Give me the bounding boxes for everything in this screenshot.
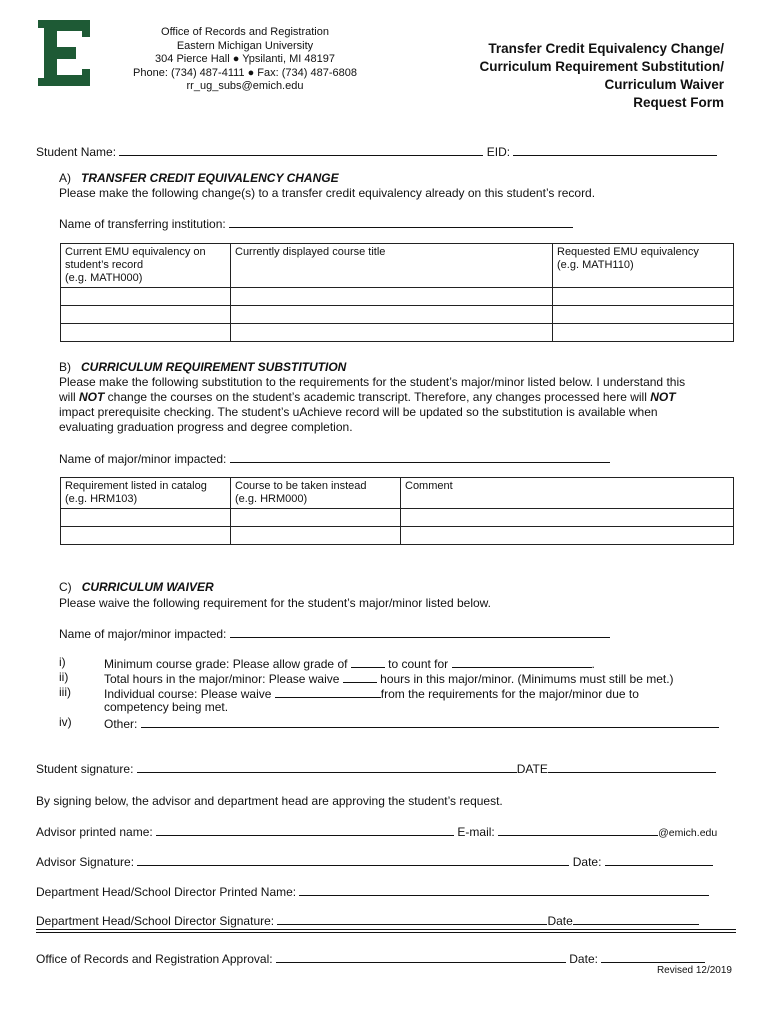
student-name-label: Student Name: <box>36 145 117 159</box>
item-number: iii) <box>59 685 71 699</box>
table-cell[interactable] <box>231 527 401 545</box>
advisor-signature-label: Advisor Signature: <box>36 855 135 869</box>
date-label: Date: <box>569 952 598 966</box>
section-a-instruction: Please make the following change(s) to a transfer credit equivalency already on this student’s record. <box>59 186 596 200</box>
head-name-label: Department Head/School Director Printed Name: <box>36 885 297 899</box>
date-label: Date: <box>572 855 602 869</box>
advisor-name-label: Advisor printed name: <box>36 825 153 839</box>
advisor-email-field[interactable] <box>498 823 658 836</box>
section-a-title: TRANSFER CREDIT EQUIVALENCY CHANGE <box>81 171 339 185</box>
advisor-name-row <box>36 823 717 839</box>
advisor-signature-field[interactable] <box>137 853 569 866</box>
section-a-heading <box>59 171 339 185</box>
table-cell[interactable] <box>61 306 231 324</box>
emu-logo <box>38 20 92 86</box>
student-signature-label: Student signature: <box>36 762 134 776</box>
institution-field[interactable] <box>229 215 573 228</box>
table-cell[interactable] <box>61 509 231 527</box>
table-row <box>61 527 734 545</box>
table-row <box>61 324 734 342</box>
office-line: Eastern Michigan University <box>176 39 314 52</box>
office-line: Phone: (734) 487-4111 ● Fax: (734) 487-6808 <box>133 66 357 79</box>
column-header: Course to be taken instead (e.g. HRM000) <box>231 478 401 509</box>
table-cell[interactable] <box>401 527 734 545</box>
table-cell[interactable] <box>553 288 734 306</box>
office-line: 304 Pierce Hall ● Ypsilanti, MI 48197 <box>155 53 335 65</box>
eid-field[interactable] <box>513 143 717 156</box>
office-approval-row <box>36 950 705 966</box>
email-label: E-mail: <box>457 825 495 839</box>
advisor-signature-row <box>36 853 713 869</box>
item-number: ii) <box>59 670 69 684</box>
course-field[interactable] <box>452 655 592 668</box>
paragraph-line: evaluating graduation progress and degree completion. <box>59 420 353 434</box>
section-c-title: CURRICULUM WAIVER <box>81 580 214 594</box>
section-c-instruction: Please waive the following requirement for the student’s major/minor listed below. <box>59 596 491 610</box>
paragraph-line: will NOT change the courses on the student’s academic transcript. Therefore, any changes processed here will NOT <box>59 390 676 404</box>
major-field[interactable] <box>230 450 610 463</box>
table-cell[interactable] <box>231 509 401 527</box>
form-title <box>479 40 724 112</box>
table-cell[interactable] <box>61 527 231 545</box>
eid-label: EID: <box>486 145 511 159</box>
column-header: Requirement listed in catalog (e.g. HRM103) <box>61 478 231 509</box>
table-cell[interactable] <box>61 288 231 306</box>
office-address-block <box>110 26 380 94</box>
divider <box>36 932 736 933</box>
title-line: Request Form <box>633 95 724 110</box>
waiver-item-hours: Total hours in the major/minor: Please waive hours in this major/minor. (Minimums must still be met.) <box>104 672 674 686</box>
advisor-note: By signing below, the advisor and department head are approving the student’s request. <box>36 794 503 808</box>
date-label: DATE <box>516 762 548 776</box>
waiver-item-other: Other: <box>104 715 719 732</box>
table-header-row <box>61 244 734 288</box>
major-field[interactable] <box>230 625 610 638</box>
column-header: Currently displayed course title <box>231 244 553 288</box>
head-name-field[interactable] <box>299 883 709 896</box>
institution-row <box>59 215 573 231</box>
paragraph-line: Please make the following substitution to the requirements for the student’s major/minor listed below. I understand this <box>59 375 686 389</box>
table-cell[interactable] <box>553 306 734 324</box>
grade-field[interactable] <box>351 655 385 668</box>
advisor-name-field[interactable] <box>156 823 454 836</box>
student-signature-field[interactable] <box>137 760 517 773</box>
major-row-b <box>59 450 610 466</box>
item-number: i) <box>59 655 66 669</box>
office-approval-label: Office of Records and Registration Approval: <box>36 952 273 966</box>
waiver-item-course: Individual course: Please waive from the requirements for the major/minor due to <box>104 687 639 701</box>
hours-field[interactable] <box>343 670 377 683</box>
title-line: Curriculum Requirement Substitution/ <box>479 59 724 74</box>
other-field[interactable] <box>141 715 719 728</box>
head-signature-field[interactable] <box>277 912 547 925</box>
office-email[interactable]: rr_ug_subs@emich.edu <box>186 80 304 92</box>
section-b-letter: B) <box>59 360 71 374</box>
major-label: Name of major/minor impacted: <box>59 452 227 466</box>
section-b-heading <box>59 360 346 374</box>
head-name-row <box>36 883 709 899</box>
section-b-paragraph <box>59 375 721 435</box>
substitution-table <box>60 477 734 545</box>
section-a-letter: A) <box>59 171 71 185</box>
office-line: Office of Records and Registration <box>161 26 329 38</box>
student-name-row <box>36 143 717 159</box>
table-row <box>61 509 734 527</box>
equivalency-table <box>60 243 734 342</box>
course-waive-field[interactable] <box>275 685 381 698</box>
head-date-field[interactable] <box>573 912 699 925</box>
waiver-item-course-cont: competency being met. <box>104 700 229 714</box>
head-signature-label: Department Head/School Director Signature: <box>36 914 275 928</box>
table-cell[interactable] <box>553 324 734 342</box>
table-cell[interactable] <box>231 324 553 342</box>
table-cell[interactable] <box>231 306 553 324</box>
student-name-field[interactable] <box>119 143 483 156</box>
date-label: Date <box>547 914 573 928</box>
major-label: Name of major/minor impacted: <box>59 627 227 641</box>
table-cell[interactable] <box>401 509 734 527</box>
section-c-heading <box>59 580 214 594</box>
paragraph-line: impact prerequisite checking. The student’s uAchieve record will be updated so the substitution is available when <box>59 405 658 419</box>
student-date-field[interactable] <box>548 760 716 773</box>
title-line: Curriculum Waiver <box>604 77 724 92</box>
waiver-item-grade: Minimum course grade: Please allow grade of to count for . <box>104 657 595 671</box>
table-header-row <box>61 478 734 509</box>
email-domain: @emich.edu <box>658 827 718 839</box>
student-signature-row <box>36 760 716 776</box>
item-number: iv) <box>59 715 72 729</box>
office-approval-field[interactable] <box>276 950 566 963</box>
table-cell[interactable] <box>231 288 553 306</box>
major-row-c <box>59 625 610 641</box>
institution-label: Name of transferring institution: <box>59 217 226 231</box>
title-line: Transfer Credit Equivalency Change/ <box>488 41 724 56</box>
divider <box>36 929 736 930</box>
column-header: Current EMU equivalency on student’s record (e.g. MATH000) <box>61 244 231 288</box>
section-b-title: CURRICULUM REQUIREMENT SUBSTITUTION <box>81 360 347 374</box>
advisor-date-field[interactable] <box>605 853 713 866</box>
head-signature-row <box>36 912 699 928</box>
revised-date: Revised 12/2019 <box>656 965 732 976</box>
office-date-field[interactable] <box>601 950 705 963</box>
section-c-letter: C) <box>59 580 72 594</box>
table-row <box>61 306 734 324</box>
column-header: Requested EMU equivalency (e.g. MATH110) <box>553 244 734 288</box>
column-header: Comment <box>401 478 734 509</box>
table-cell[interactable] <box>61 324 231 342</box>
table-row <box>61 288 734 306</box>
